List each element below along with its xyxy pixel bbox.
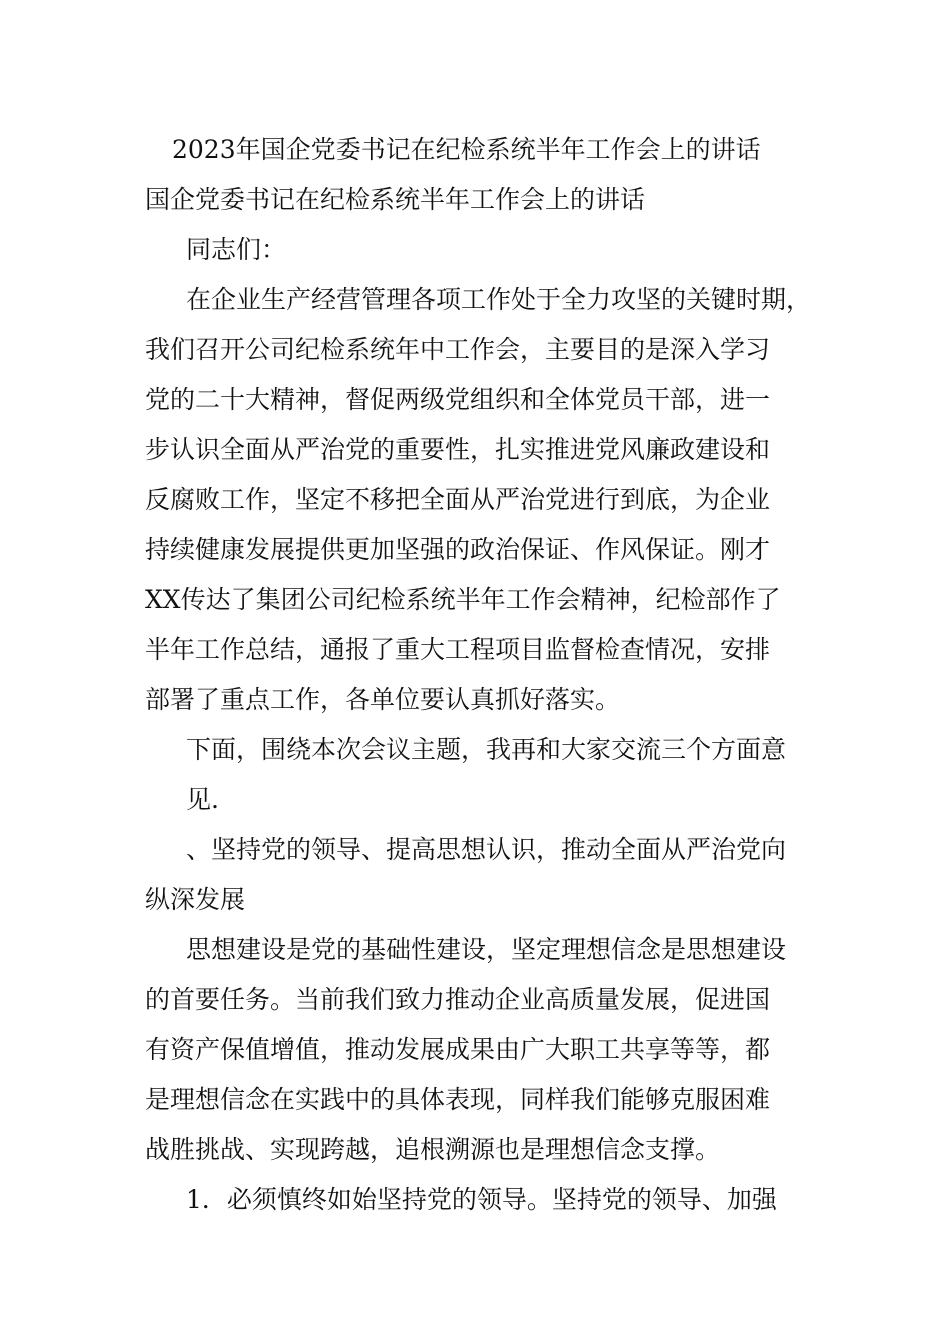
paragraph-line: XX传达了集团公司纪检系统半年工作会精神，纪检部作了	[145, 585, 781, 614]
section-heading-line: 、坚持党的领导、提高思想认识，推动全面从严治党向	[186, 835, 787, 864]
paragraph-line: 下面，围绕本次会议主题，我再和大家交流三个方面意	[186, 735, 787, 764]
paragraph-line: 的首要任务。当前我们致力推动企业高质量发展，促进国	[145, 985, 771, 1014]
paragraph-line: 持续健康发展提供更加坚强的政治保证、作风保证。刚才	[145, 535, 771, 564]
document-title: 2023年国企党委书记在纪检系统半年工作会上的讲话	[172, 135, 761, 164]
paragraph-line: 思想建设是党的基础性建设，坚定理想信念是思想建设	[186, 935, 787, 964]
paragraph-line: 步认识全面从严治党的重要性，扎实推进党风廉政建设和	[145, 435, 771, 464]
paragraph-line: 是理想信念在实践中的具体表现，同样我们能够克服困难	[145, 1085, 771, 1114]
paragraph-line: 我们召开公司纪检系统年中工作会，主要目的是深入学习	[145, 335, 771, 364]
paragraph-line: 战胜挑战、实现跨越，追根溯源也是理想信念支撑。	[145, 1135, 721, 1164]
salutation: 同志们：	[186, 235, 287, 264]
paragraph-line: 反腐败工作，坚定不移把全面从严治党进行到底，为企业	[145, 485, 771, 514]
paragraph-line: 在企业生产经营管理各项工作处于全力攻坚的关键时期，	[186, 285, 812, 314]
paragraph-line: 党的二十大精神，督促两级党组织和全体党员干部，进一	[145, 385, 771, 414]
numbered-point: 1．必须慎终如始坚持党的领导。坚持党的领导、加强	[186, 1185, 777, 1214]
document-subtitle: 国企党委书记在纪检系统半年工作会上的讲话	[145, 185, 646, 214]
paragraph-line: 部署了重点工作，各单位要认真抓好落实。	[145, 685, 621, 714]
section-heading-line: 纵深发展	[145, 885, 246, 914]
paragraph-line: 有资产保值增值，推动发展成果由广大职工共享等等，都	[145, 1035, 771, 1064]
paragraph-line: 见.	[186, 785, 219, 814]
paragraph-line: 半年工作总结，通报了重大工程项目监督检查情况，安排	[145, 635, 771, 664]
